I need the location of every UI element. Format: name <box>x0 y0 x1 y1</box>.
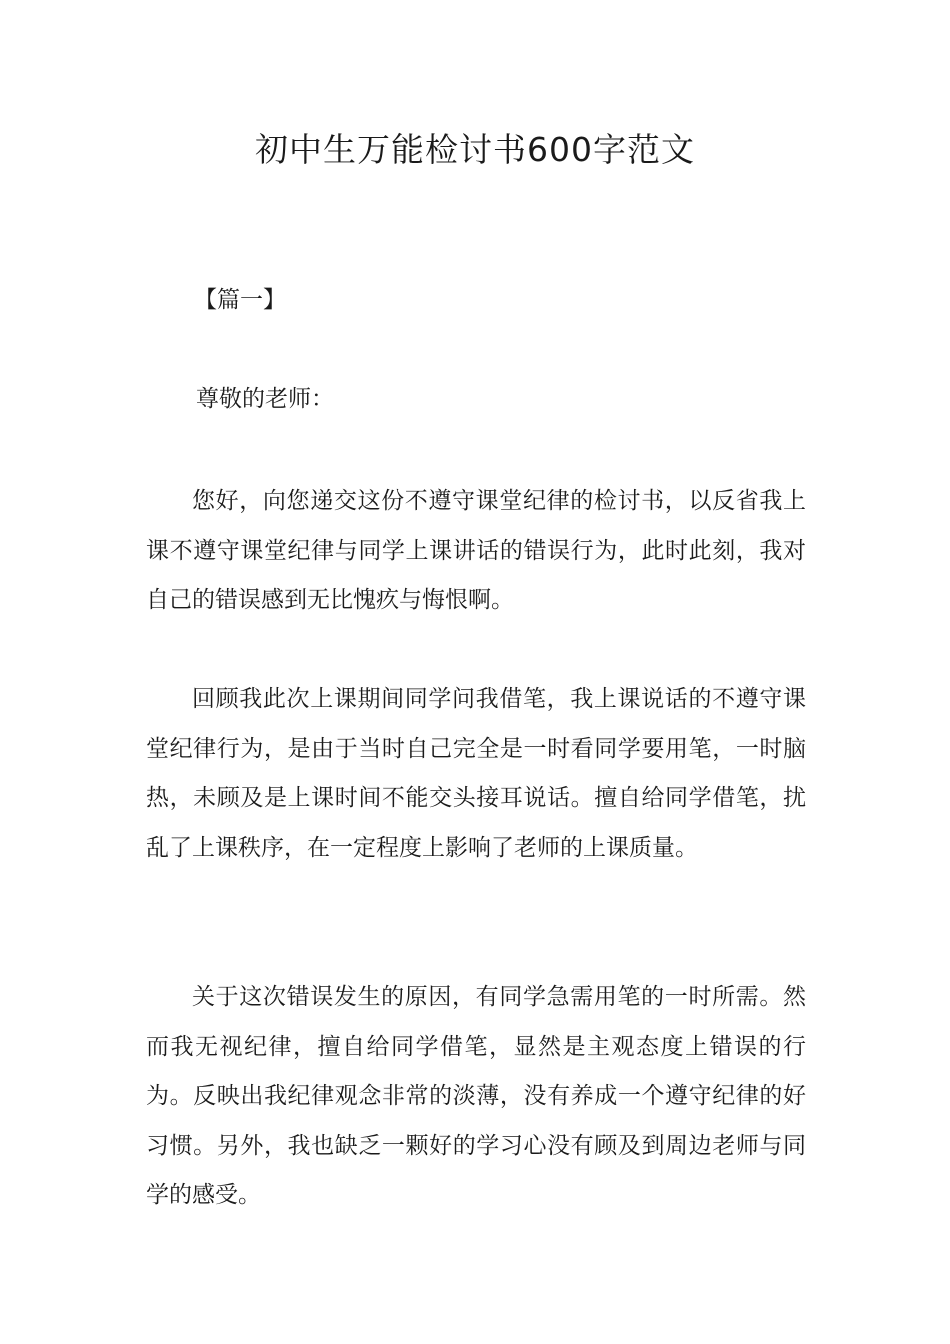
section-heading: 【篇一】 <box>194 287 286 313</box>
document-title: 初中生万能检讨书600字范文 <box>255 130 695 169</box>
body-paragraph: 关于这次错误发生的原因，有同学急需用笔的一时所需。然而我无视纪律，擅自给同学借笔，显然是主观态度上错误的行为。反映出我纪律观念非常的淡薄，没有养成一个遵守纪律的好习惯。另外，我也缺乏一颗好的学习心没有顾及到周边老师与同学的感受。 <box>146 984 806 1208</box>
salutation: 尊敬的老师： <box>196 386 334 412</box>
body-paragraph: 回顾我此次上课期间同学问我借笔，我上课说话的不遵守课堂纪律行为，是由于当时自己完全是一时看同学要用笔，一时脑热，未顾及是上课时间不能交头接耳说话。擅自给同学借笔，扰乱了上课秩序，在一定程度上影响了老师的上课质量。 <box>146 686 806 861</box>
body-paragraph: 您好，向您递交这份不遵守课堂纪律的检讨书，以反省我上课不遵守课堂纪律与同学上课讲话的错误行为，此时此刻，我对自己的错误感到无比愧疚与悔恨啊。 <box>146 488 806 613</box>
